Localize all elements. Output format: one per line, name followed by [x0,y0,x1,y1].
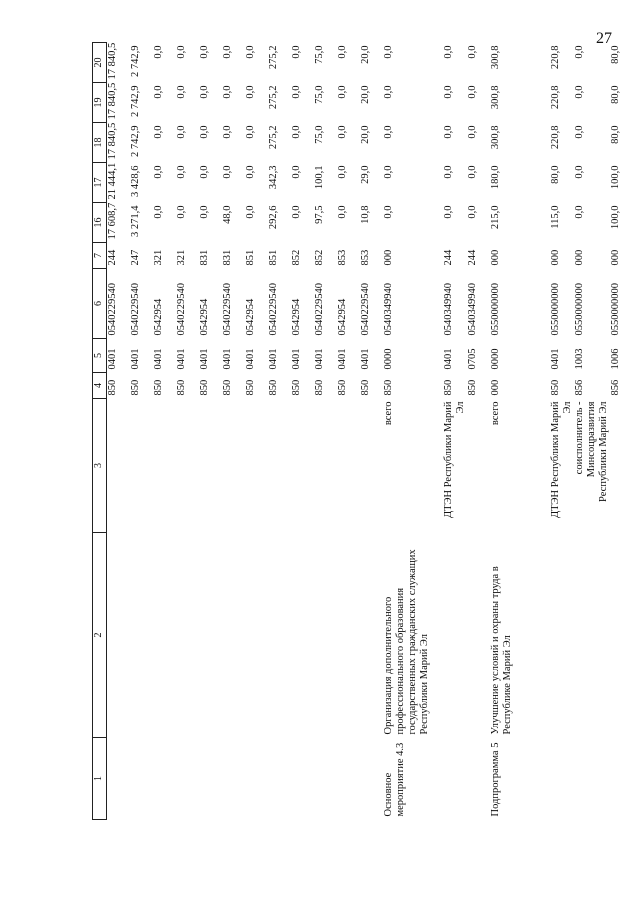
target-article-cell: 0540229540 [222,283,233,336]
value-cell: 0,0 [337,205,348,219]
row-label-cell [222,738,245,820]
row-label-cell [574,738,610,820]
executor-cell [130,399,153,533]
target-article-cell: 0542954 [153,298,164,336]
section-code-cell: 0401 [153,348,164,370]
value-cell: 0,0 [574,85,585,99]
table-row [153,43,176,820]
value-cell: 20,0 [360,125,371,144]
value-cell: 0,0 [199,205,210,219]
table-row [199,43,222,820]
table-row [176,43,199,820]
header-cell: 20 [93,43,107,83]
value-cell: 2 742,9 [130,45,141,77]
value-cell: 0,0 [199,165,210,179]
value-cell: 75,0 [314,85,325,104]
description-cell: Улучшение условий и охраны труда в Республике Марий Эл [490,566,513,735]
value-cell: 0,0 [443,125,454,139]
value-cell: 0,0 [467,45,478,59]
value-cell: 0,0 [199,125,210,139]
expense-type-cell: 244 [467,249,478,266]
value-cell: 0,0 [443,45,454,59]
value-cell: 275,2 [268,125,279,150]
value-cell: 0,0 [574,205,585,219]
executor-cell [314,399,337,533]
row-label-cell [153,738,176,820]
header-cell: 1 [93,738,107,820]
value-cell: 0,0 [574,165,585,179]
section-code-cell: 0401 [176,348,187,370]
grbs-code-cell: 850 [467,379,478,396]
value-cell: 0,0 [222,85,233,99]
grbs-code-cell: 856 [610,379,621,396]
grbs-code-cell: 850 [130,379,141,396]
row-label-cell [550,738,574,820]
value-cell: 0,0 [443,165,454,179]
target-article-cell: 0550000000 [550,283,561,336]
table-row [107,43,131,820]
target-article-cell: 0550000000 [610,283,621,336]
executor-cell [610,399,633,533]
value-cell: 29,0 [360,165,371,184]
value-cell: 0,0 [467,165,478,179]
table-row [245,43,268,820]
target-article-cell: 0542954 [337,298,348,336]
value-cell: 20,0 [360,85,371,104]
value-cell: 0,0 [291,85,302,99]
section-code-cell: 0401 [443,348,454,370]
value-cell: 0,0 [222,165,233,179]
value-cell: 0,0 [291,125,302,139]
value-cell: 0,0 [383,45,394,59]
table-row [610,43,633,820]
description-cell [245,533,268,738]
description-cell [130,533,153,738]
description-cell [107,533,131,738]
executor-cell [222,399,245,533]
table-row [360,43,383,820]
value-cell: 80,0 [610,45,621,64]
value-cell: 0,0 [337,125,348,139]
header-cell: 18 [93,123,107,163]
value-cell: 275,2 [268,45,279,70]
description-cell [467,533,490,738]
row-label-cell [130,738,153,820]
executor-cell [245,399,268,533]
value-cell: 0,0 [337,85,348,99]
expense-type-cell: 247 [130,249,141,266]
description-cell [222,533,245,738]
table-row [443,43,467,820]
executor-cell [176,399,199,533]
table-row [490,43,550,820]
table-row [337,43,360,820]
expense-type-cell: 853 [360,249,371,266]
row-label-cell [443,738,467,820]
table-row [467,43,490,820]
executor-cell [360,399,383,533]
header-cell: 3 [93,399,107,533]
section-code-cell: 0401 [107,348,118,370]
value-cell: 300,8 [490,125,501,150]
description-cell [199,533,222,738]
row-label-cell: Подпрограмма 5 [490,742,501,817]
section-code-cell: 1003 [574,348,585,370]
table-row [314,43,337,820]
executor-cell [268,399,291,533]
value-cell: 180,0 [490,165,501,190]
grbs-code-cell: 850 [443,379,454,396]
value-cell: 10,8 [360,205,371,224]
value-cell: 0,0 [467,125,478,139]
value-cell: 0,0 [291,205,302,219]
expense-type-cell: 321 [176,249,187,266]
description-cell [291,533,314,738]
target-article-cell: 0540349940 [383,283,394,336]
value-cell: 0,0 [574,125,585,139]
value-cell: 3 271,4 [130,205,141,237]
table-header-row [93,43,107,820]
row-label-cell: Основное мероприятие 4.3 [383,742,406,817]
target-article-cell: 0540229540 [176,283,187,336]
value-cell: 0,0 [337,45,348,59]
value-cell: 0,0 [176,205,187,219]
expense-type-cell: 244 [107,249,118,266]
grbs-code-cell: 856 [574,379,585,396]
value-cell: 3 428,6 [130,165,141,197]
grbs-code-cell: 850 [176,379,187,396]
row-label-cell [176,738,199,820]
value-cell: 0,0 [383,205,394,219]
value-cell: 2 742,9 [130,85,141,117]
row-label-cell [337,738,360,820]
value-cell: 17 840,5 [107,122,118,160]
value-cell: 0,0 [383,85,394,99]
description-cell [153,533,176,738]
grbs-code-cell: 850 [107,379,118,396]
table-row [268,43,291,820]
value-cell: 17 840,5 [107,82,118,120]
value-cell: 0,0 [153,45,164,59]
value-cell: 0,0 [199,45,210,59]
table-row [574,43,610,820]
executor-cell [337,399,360,533]
section-code-cell: 0401 [245,348,256,370]
value-cell: 0,0 [383,125,394,139]
value-cell: 17 608,7 [107,202,118,240]
value-cell: 0,0 [176,45,187,59]
target-article-cell: 0542954 [199,298,210,336]
value-cell: 300,8 [490,85,501,110]
table-row [550,43,574,820]
grbs-code-cell: 850 [314,379,325,396]
expense-type-cell: 000 [610,249,621,266]
description-cell [574,533,610,738]
section-code-cell: 0401 [314,348,325,370]
value-cell: 0,0 [153,125,164,139]
value-cell: 0,0 [153,205,164,219]
value-cell: 100,0 [610,205,621,230]
target-article-cell: 0540229540 [360,283,371,336]
budget-table-rotated [92,42,621,820]
row-label-cell [314,738,337,820]
section-code-cell: 0401 [199,348,210,370]
header-cell: 19 [93,83,107,123]
expense-type-cell: 851 [245,249,256,266]
description-cell [443,533,467,738]
value-cell: 0,0 [222,125,233,139]
value-cell: 21 444,1 [107,162,118,200]
target-article-cell: 0540229540 [314,283,325,336]
row-label-cell [467,738,490,820]
description-cell [314,533,337,738]
value-cell: 220,8 [550,125,561,150]
executor-cell [467,399,490,533]
description-cell [550,533,574,738]
value-cell: 300,8 [490,45,501,70]
header-cell: 2 [93,533,107,738]
grbs-code-cell: 850 [550,379,561,396]
executor-cell: всего [383,401,394,426]
value-cell: 0,0 [467,205,478,219]
section-code-cell: 0705 [467,348,478,370]
grbs-code-cell: 850 [245,379,256,396]
description-cell [360,533,383,738]
value-cell: 220,8 [550,45,561,70]
value-cell: 0,0 [245,45,256,59]
row-label-cell [610,738,633,820]
section-code-cell: 0000 [490,348,501,370]
value-cell: 0,0 [337,165,348,179]
target-article-cell: 0542954 [245,298,256,336]
grbs-code-cell: 850 [153,379,164,396]
expense-type-cell: 852 [291,249,302,266]
table-row [130,43,153,820]
section-code-cell: 1006 [610,348,621,370]
value-cell: 0,0 [199,85,210,99]
row-label-cell [268,738,291,820]
budget-table [92,42,633,820]
row-label-cell [107,738,131,820]
header-cell: 16 [93,203,107,243]
table-row [222,43,245,820]
header-cell: 5 [93,339,107,373]
value-cell: 100,0 [610,165,621,190]
value-cell: 0,0 [291,45,302,59]
value-cell: 75,0 [314,125,325,144]
executor-cell: ДТЭН Республики Марий Эл [443,401,466,518]
grbs-code-cell: 850 [268,379,279,396]
value-cell: 0,0 [443,205,454,219]
grbs-code-cell: 850 [360,379,371,396]
value-cell: 0,0 [245,85,256,99]
executor-cell: соисполнитель - Минсоцразвития Республики Марий Эл [574,401,609,502]
target-article-cell: 0540229540 [107,283,118,336]
target-article-cell: 0542954 [291,298,302,336]
executor-cell [199,399,222,533]
grbs-code-cell: 850 [337,379,348,396]
row-label-cell [199,738,222,820]
expense-type-cell: 244 [443,249,454,266]
section-code-cell: 0000 [383,348,394,370]
value-cell: 115,0 [550,205,561,229]
section-code-cell: 0401 [222,348,233,370]
section-code-cell: 0401 [337,348,348,370]
description-cell [176,533,199,738]
value-cell: 0,0 [153,165,164,179]
header-cell: 6 [93,269,107,339]
page-number: 27 [596,30,612,47]
grbs-code-cell: 850 [291,379,302,396]
section-code-cell: 0401 [268,348,279,370]
value-cell: 48,0 [222,205,233,224]
expense-type-cell: 831 [222,249,233,266]
header-cell: 7 [93,243,107,269]
target-article-cell: 0540229540 [268,283,279,336]
value-cell: 0,0 [467,85,478,99]
expense-type-cell: 000 [550,249,561,266]
header-cell: 17 [93,163,107,203]
value-cell: 80,0 [550,165,561,184]
value-cell: 20,0 [360,45,371,64]
expense-type-cell: 321 [153,249,164,266]
expense-type-cell: 851 [268,249,279,266]
grbs-code-cell: 000 [490,379,501,396]
table-row [291,43,314,820]
value-cell: 0,0 [176,165,187,179]
target-article-cell: 0550000000 [574,283,585,336]
value-cell: 75,0 [314,45,325,64]
target-article-cell: 0540229540 [130,283,141,336]
value-cell: 0,0 [222,45,233,59]
header-cell: 4 [93,373,107,399]
table-row [383,43,443,820]
expense-type-cell: 000 [490,249,501,266]
value-cell: 0,0 [383,165,394,179]
executor-cell [107,399,131,533]
description-cell: Организация дополнительного профессионального образования государственных гражданских служащих Республики Марий Эл [383,549,430,735]
value-cell: 220,8 [550,85,561,110]
grbs-code-cell: 850 [383,379,394,396]
value-cell: 0,0 [153,85,164,99]
section-code-cell: 0401 [291,348,302,370]
grbs-code-cell: 850 [222,379,233,396]
target-article-cell: 0540349940 [467,283,478,336]
row-label-cell [245,738,268,820]
section-code-cell: 0401 [130,348,141,370]
value-cell: 0,0 [245,205,256,219]
grbs-code-cell: 850 [199,379,210,396]
value-cell: 342,3 [268,165,279,190]
value-cell: 17 840,5 [107,42,118,80]
target-article-cell: 0540349940 [443,283,454,336]
description-cell [610,533,633,738]
value-cell: 0,0 [574,45,585,59]
expense-type-cell: 000 [574,249,585,266]
expense-type-cell: 831 [199,249,210,266]
value-cell: 100,1 [314,165,325,190]
value-cell: 97,5 [314,205,325,224]
executor-cell [291,399,314,533]
section-code-cell: 0401 [360,348,371,370]
executor-cell: всего [490,401,501,426]
section-code-cell: 0401 [550,348,561,370]
value-cell: 0,0 [245,125,256,139]
value-cell: 0,0 [176,85,187,99]
value-cell: 80,0 [610,125,621,144]
value-cell: 0,0 [176,125,187,139]
row-label-cell [360,738,383,820]
executor-cell [153,399,176,533]
value-cell: 0,0 [443,85,454,99]
value-cell: 2 742,9 [130,125,141,157]
value-cell: 215,0 [490,205,501,230]
expense-type-cell: 000 [383,249,394,266]
value-cell: 292,6 [268,205,279,230]
value-cell: 80,0 [610,85,621,104]
expense-type-cell: 852 [314,249,325,266]
target-article-cell: 0550000000 [490,283,501,336]
description-cell [337,533,360,738]
executor-cell: ДТЭН Республики Марий Эл [550,401,573,518]
value-cell: 275,2 [268,85,279,110]
expense-type-cell: 853 [337,249,348,266]
value-cell: 0,0 [291,165,302,179]
value-cell: 0,0 [245,165,256,179]
description-cell [268,533,291,738]
row-label-cell [291,738,314,820]
